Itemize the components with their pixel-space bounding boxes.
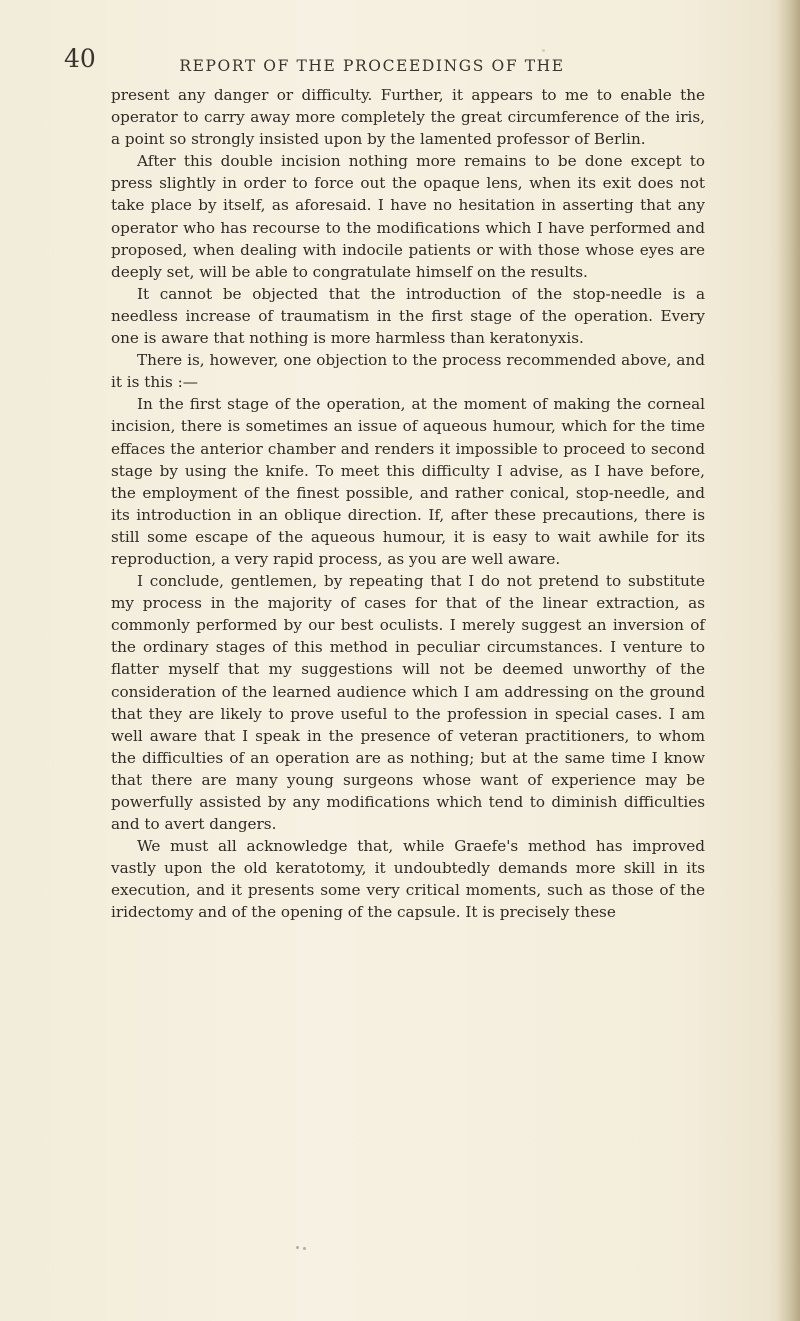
- paragraph: In the first stage of the operation, at the moment of making the corneal incision, there is sometimes an issue of aqueous humour, which for the time effaces the anterior chamber and renders it impossible to proceed to second stage by using the knife. To meet this difficulty I advise, as I have before, the employment of the finest possible, and rather conical, stop-needle, and its introduction in an oblique direction. If, after these precautions, there is still some escape of the aqueous humour, it is easy to wait awhile for its reproduction, a very rapid process, as you are well aware.: [111, 395, 705, 568]
- paper-speck: [303, 1247, 306, 1250]
- paragraph-continuation: present any danger or difficulty. Further, it appears to me to enable the operator to carry away more completely the great circumference of the iris, a point so strongly insisted upon by the lamented professor of Berlin.: [111, 86, 705, 149]
- running-head: REPORT OF THE PROCEEDINGS OF THE: [179, 57, 565, 75]
- paragraph: It cannot be objected that the introduction of the stop-needle is a needless increase of traumatism in the first stage of the operation. Every one is aware that nothing is more harmless than keratonyxis.: [111, 284, 705, 348]
- page-edge-shadow: [778, 0, 800, 1321]
- paragraph: We must all acknowledge that, while Graefe's method has improved vastly upon the old keratotomy, it undoubtedly demands more skill in its execution, and it presents some very critical moments, such as those of the iridectomy and of the opening of the capsule. It is precisely these: [111, 837, 705, 922]
- page-number: 40: [64, 44, 96, 73]
- paper-speck: [542, 49, 545, 52]
- body-text: [111, 84, 705, 924]
- paragraph: There is, however, one objection to the process recommended above, and it is this :—: [111, 351, 705, 392]
- paragraph: After this double incision nothing more remains to be done except to press slightly in order to force out the opaque lens, when its exit does not take place by itself, as aforesaid. I have no hesitation in asserting that any operator who has recourse to the modifications which I have performed and proposed, when dealing with indocile patients or with those whose eyes are deeply set, will be able to congratulate himself on the results.: [111, 152, 705, 281]
- paragraph: I conclude, gentlemen, by repeating that I do not pretend to substitute my process in the majority of cases for that of the linear extraction, as commonly performed by our best oculists. I merely suggest an inversion of the ordinary stages of this method in peculiar circumstances. I venture to flatter myself that my suggestions will not be deemed unworthy of the consideration of the learned audience which I am addressing on the ground that they are likely to prove useful to the profession in special cases. I am well aware that I speak in the presence of veteran practitioners, to whom the difficulties of an operation are as nothing; but at the same time I know that there are many young surgeons whose want of experience may be powerfully assisted by any modifications which tend to diminish difficulties and to avert dangers.: [111, 572, 705, 834]
- paper-speck: [296, 1246, 299, 1249]
